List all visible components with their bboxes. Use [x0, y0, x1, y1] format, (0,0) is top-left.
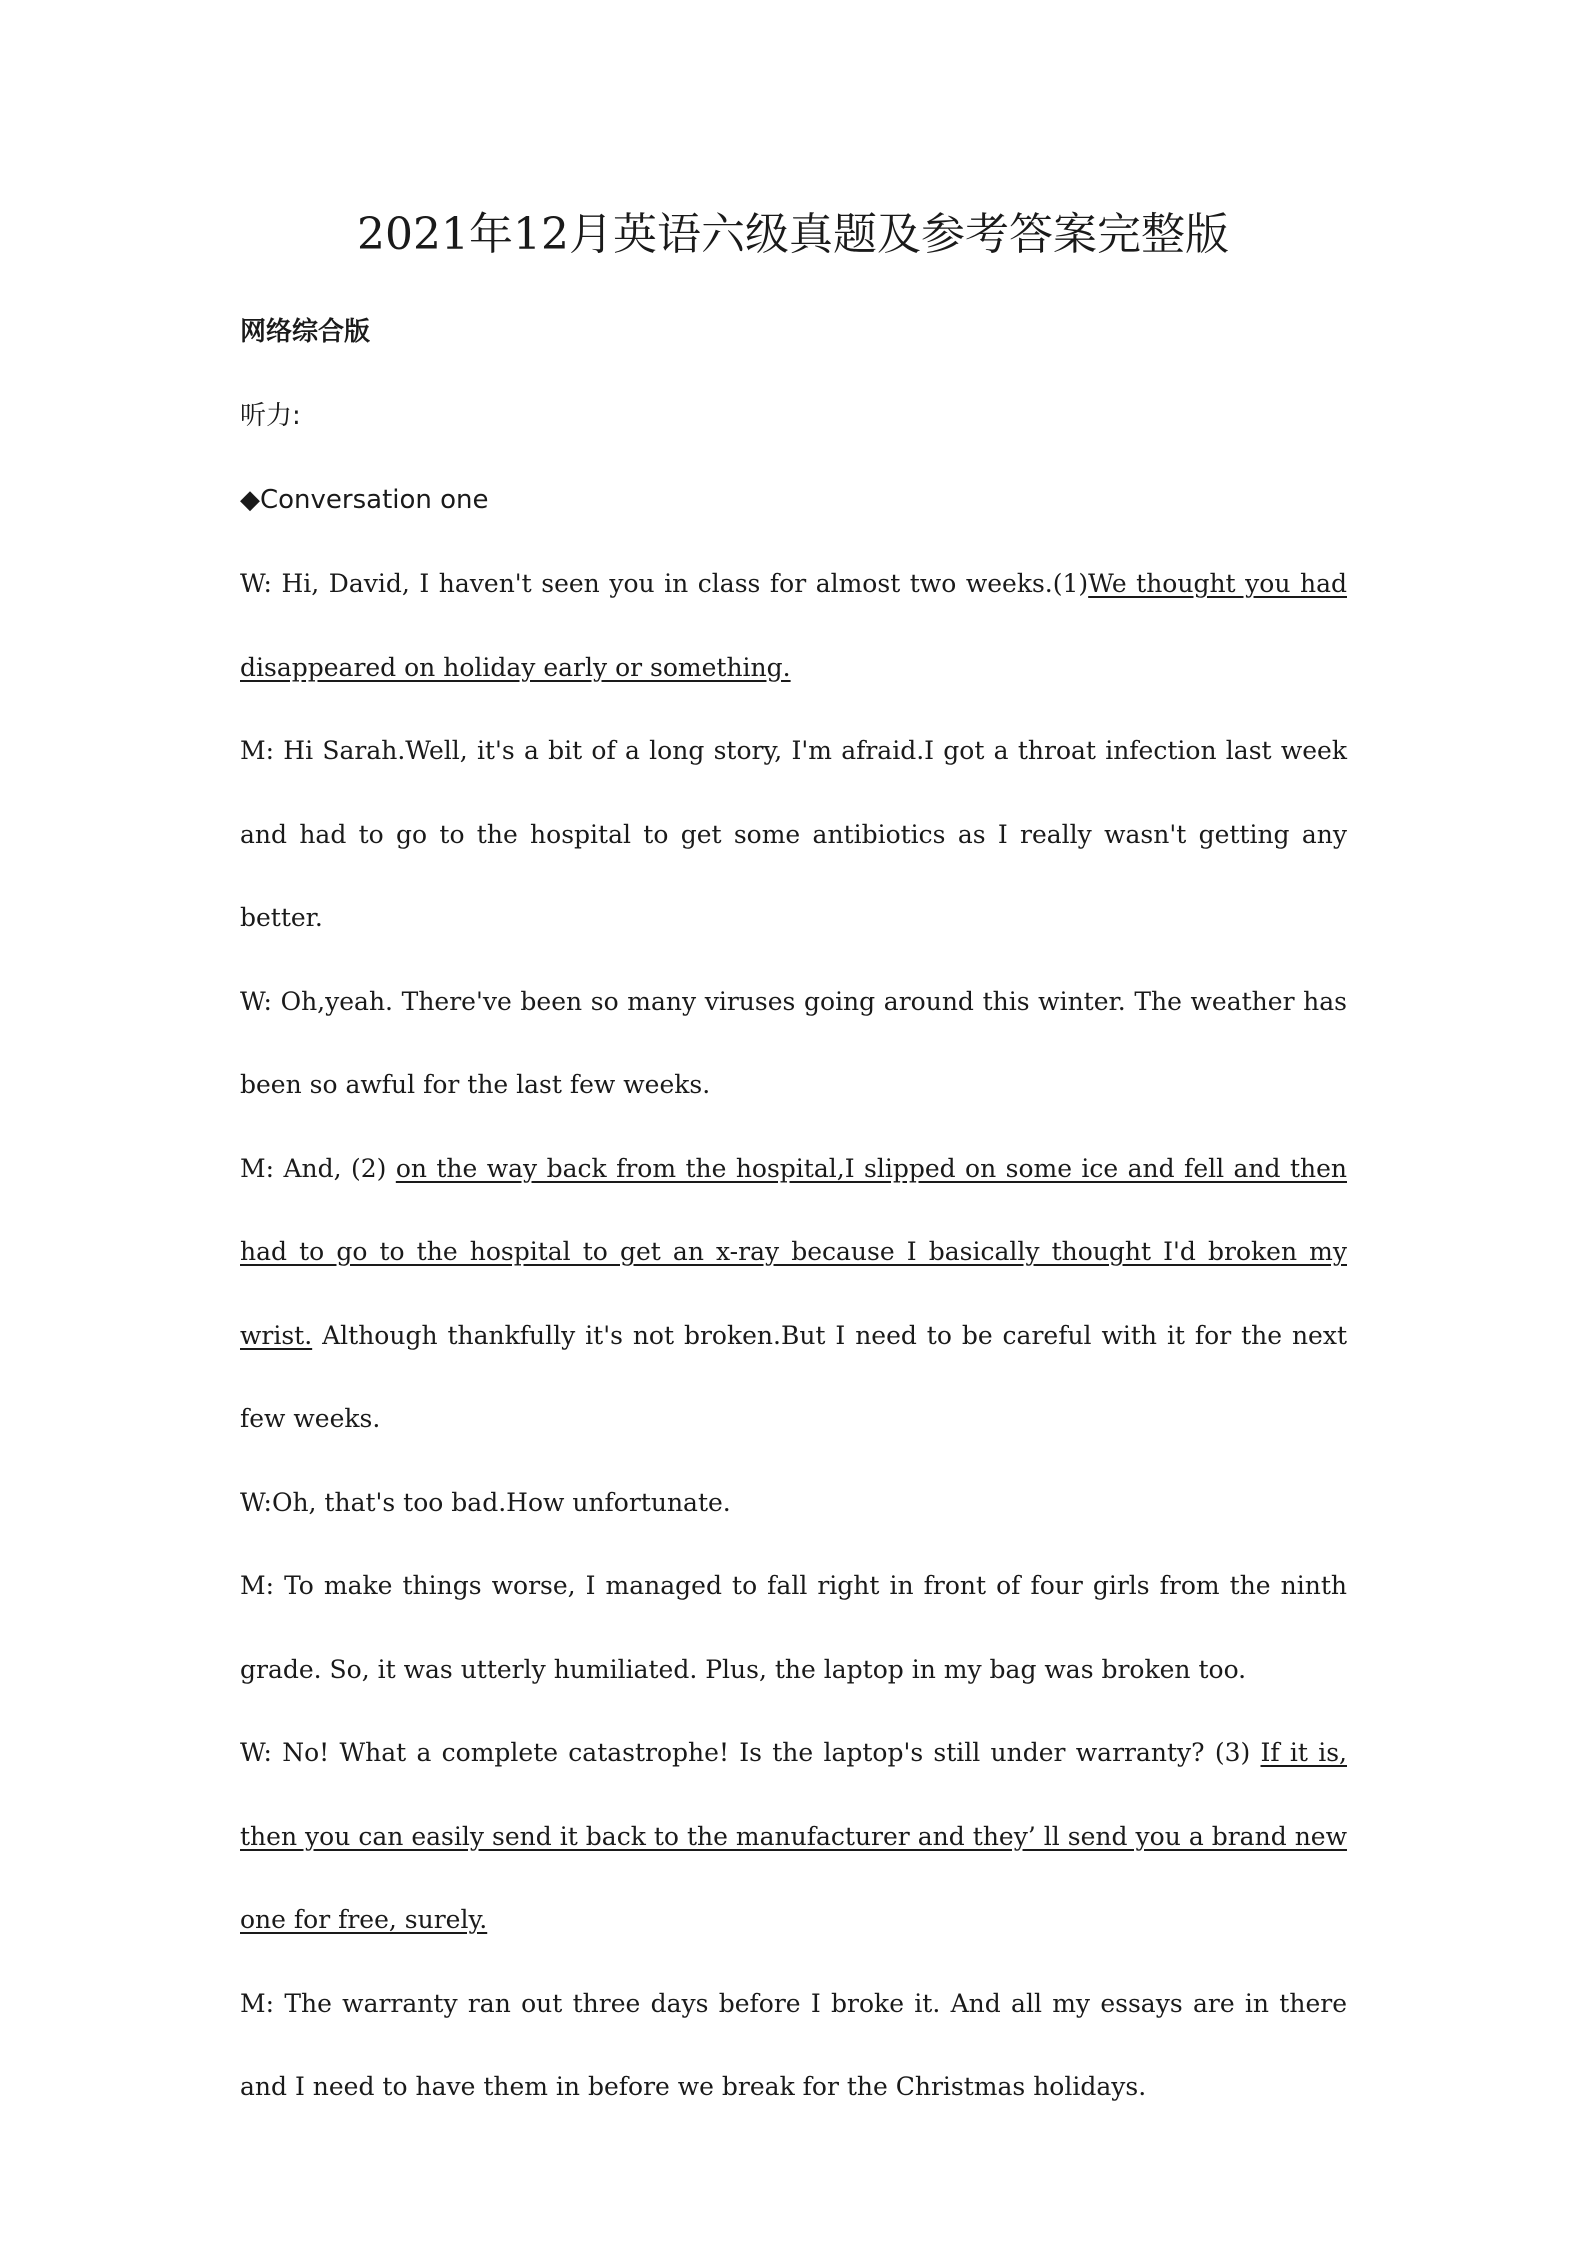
- answer-underline: If it is, then you can easily send it back to the manufacturer and they’ ll send you a brand new one for free, surely.: [240, 1738, 1347, 1934]
- turn-text: W: Oh,yeah. There've been so many viruses going around this winter. The weather has been so awful for the last few weeks.: [240, 986, 1347, 1099]
- dialogue-turn: [240, 542, 1347, 709]
- turn-text: W: Hi, David, I haven't seen you in class for almost two weeks.(1): [240, 569, 1089, 598]
- conversation-heading: ◆Conversation one: [240, 485, 489, 515]
- document-title: 2021年12月英语六级真题及参考答案完整版: [357, 209, 1229, 260]
- document-body: [240, 290, 1347, 2129]
- dialogue-turn: [240, 1711, 1347, 1962]
- dialogue-turn: [240, 1127, 1347, 1461]
- turn-text: M: The warranty ran out three days before I broke it. And all my essays are in there and I need to have them in before we break for the Christmas holidays.: [240, 1988, 1347, 2101]
- dialogue-turn: [240, 960, 1347, 1127]
- turn-text: M: Hi Sarah.Well, it's a bit of a long story, I'm afraid.I got a throat infection last week and had to go to the hospital to get some antibiotics as I really wasn't getting any better.: [240, 736, 1347, 932]
- dialogue-turn: [240, 1544, 1347, 1711]
- dialogue-turn: [240, 1461, 1347, 1545]
- dialogue-turn: [240, 709, 1347, 960]
- answer-underline: on the way back from the hospital,I slipped on some ice and fell and then had to go to the hospital to get an x-ray because I basically thought I'd broken my wrist.: [240, 1153, 1347, 1350]
- turn-text: Although thankfully it's not broken.But I need to be careful with it for the next few weeks.: [240, 1320, 1347, 1433]
- turn-text: M: To make things worse, I managed to fall right in front of four girls from the ninth grade. So, it was utterly humiliated. Plus, the laptop in my bag was broken too.: [240, 1571, 1347, 1684]
- answer-underline: We thought you had disappeared on holiday early or something.: [240, 569, 1347, 682]
- turn-text: W: No! What a complete catastrophe! Is the laptop's still under warranty? (3): [240, 1738, 1261, 1767]
- section-label: 听力:: [240, 401, 301, 431]
- transcript: [240, 542, 1347, 2129]
- dialogue-turn: [240, 1962, 1347, 2129]
- turn-text: M: And, (2): [240, 1153, 396, 1183]
- edition-label: 网络综合版: [240, 317, 371, 347]
- turn-text: W:Oh, that's too bad.How unfortunate.: [240, 1487, 731, 1517]
